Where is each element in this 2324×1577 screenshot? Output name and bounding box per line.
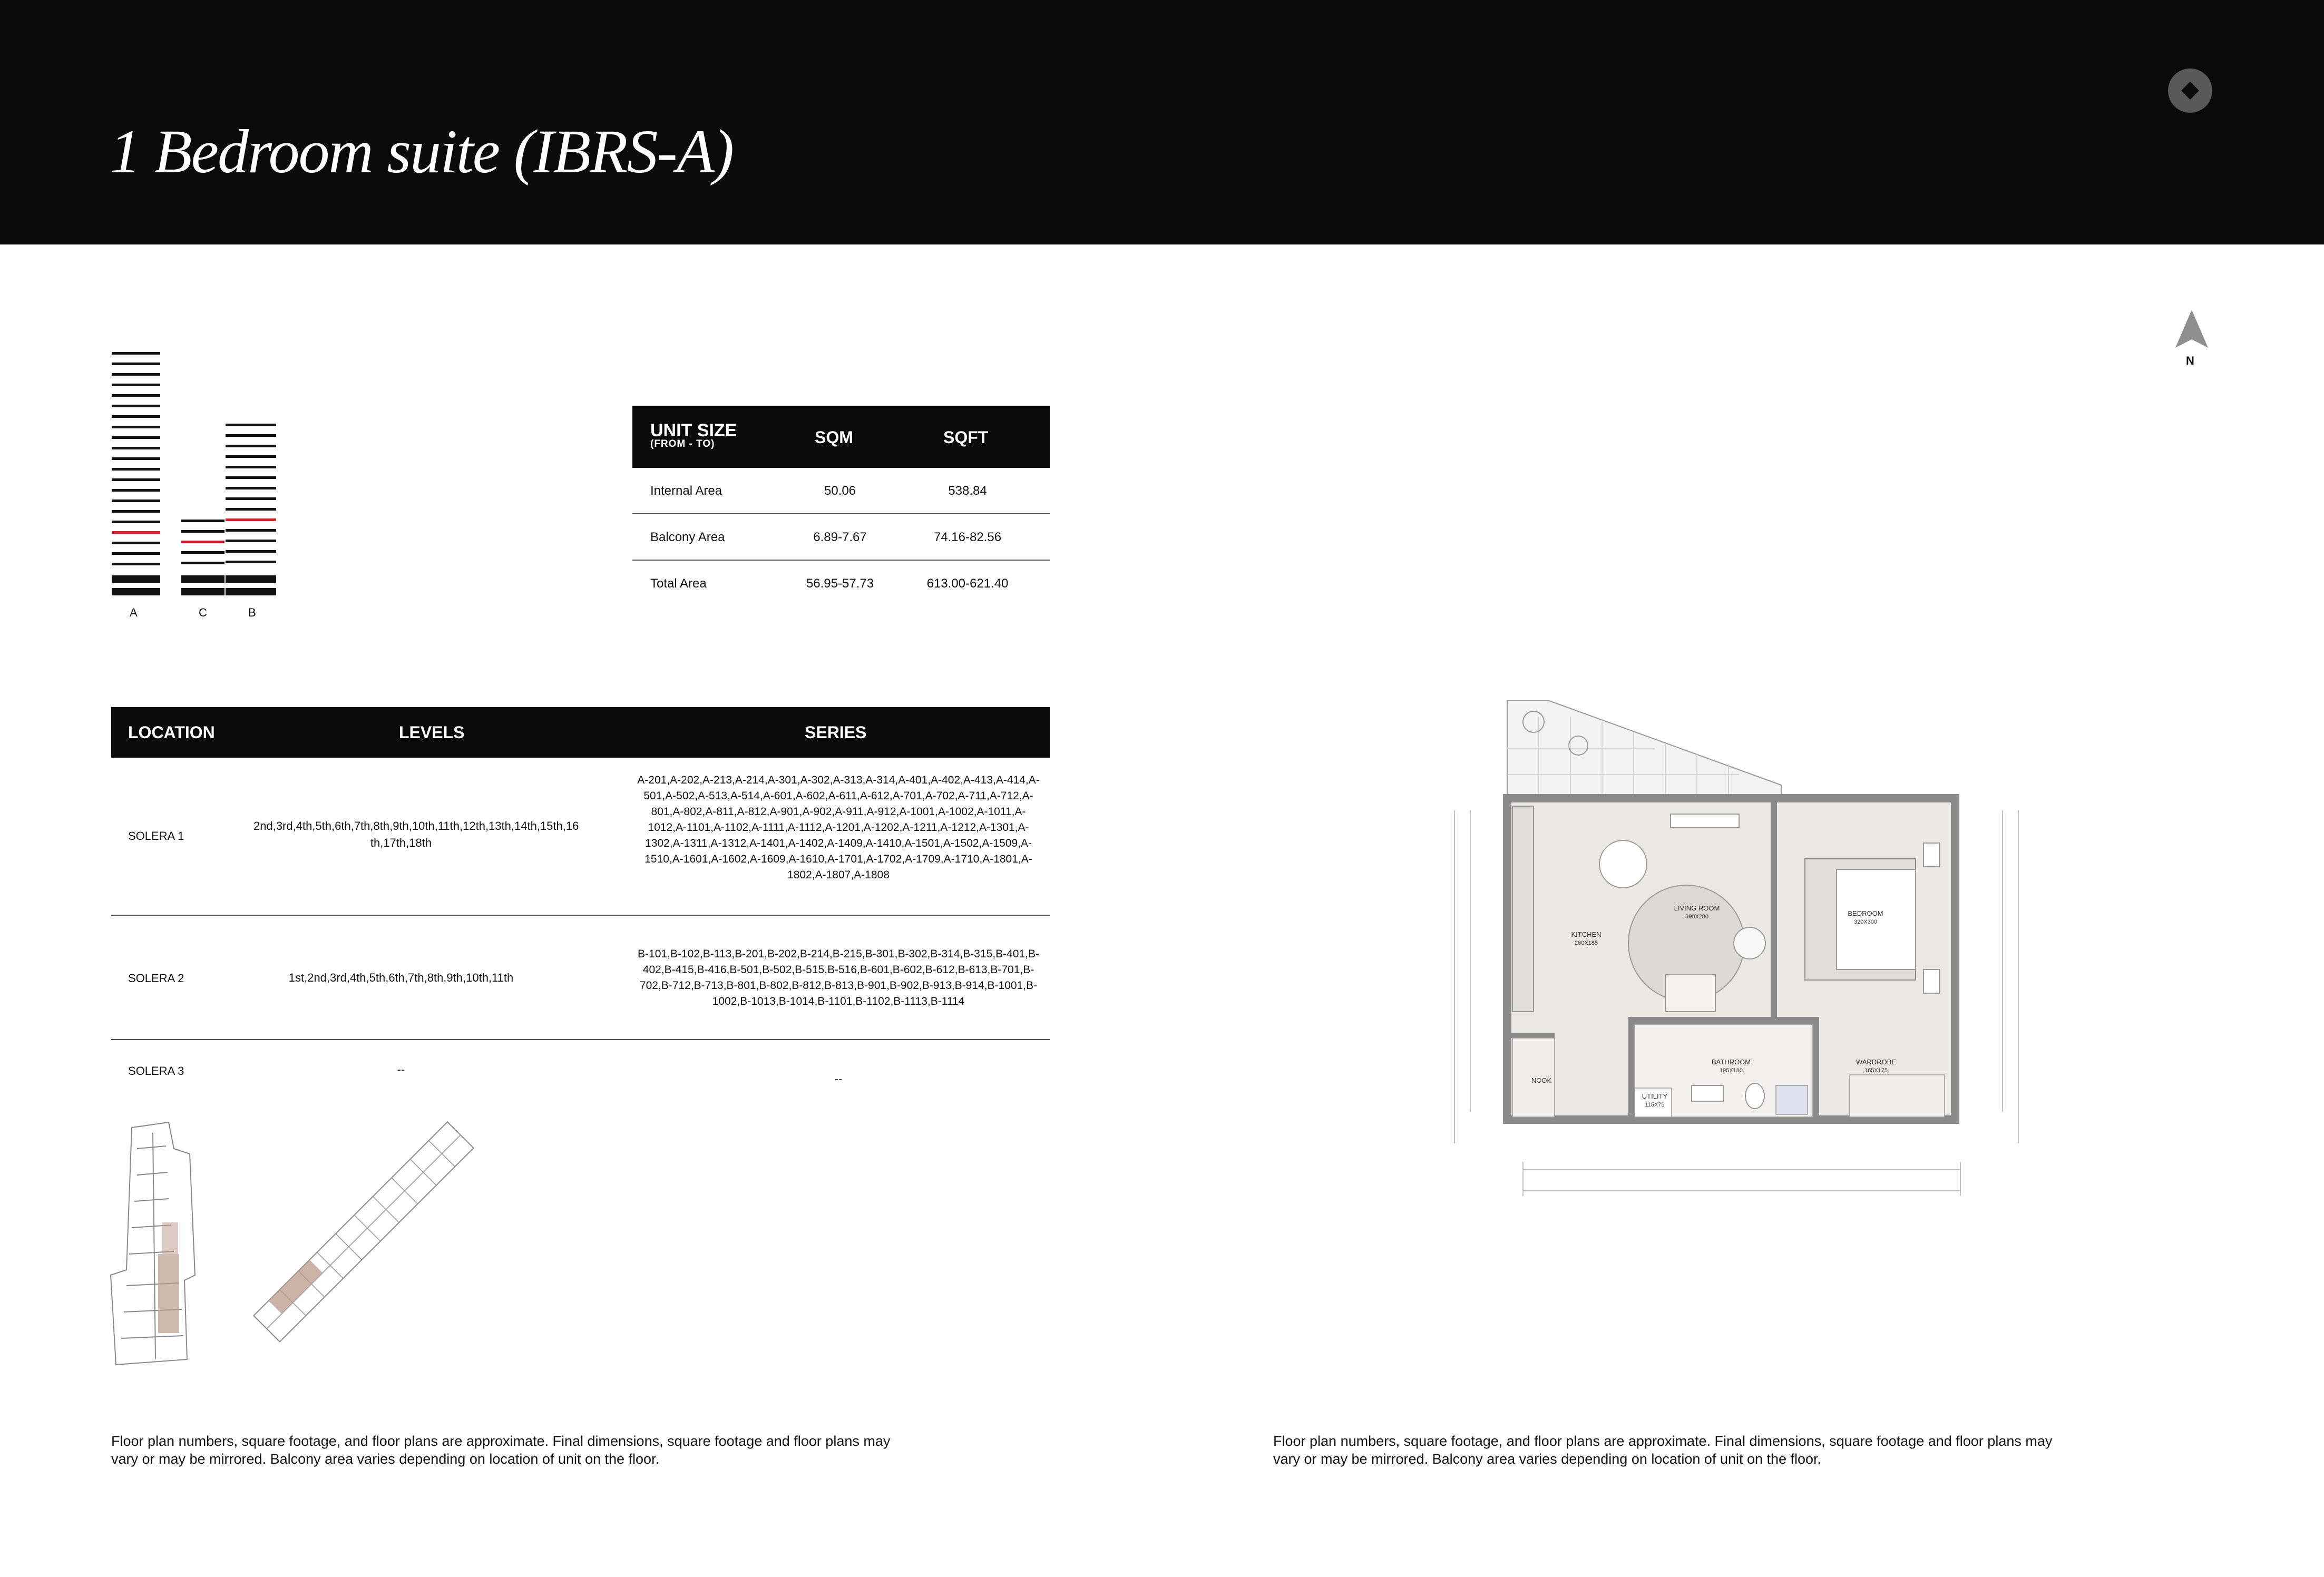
room-label: KITCHEN — [1571, 930, 1602, 938]
table-row — [632, 514, 1050, 561]
location-table-header — [111, 707, 1050, 758]
table-row — [111, 758, 1050, 916]
building-stack-diagram — [0, 0, 295, 632]
location-levels: 2nd,3rd,4th,5th,6th,7th,8th,9th,10th,11th,12th,13th,14th,15th,16 th,17th,18th — [253, 819, 579, 849]
location-table — [111, 707, 1050, 1098]
location-series: B-101,B-102,B-113,B-201,B-202,B-214,B-215,B-301,B-302,B-314,B-315,B-401,B-402,B-415,B-416,B-501,B-502,B-515,B-516,B-601,B-602,B-612,B-613,B-701,B-702,B-712,B-713,B-801,B-802,B-812,B-813,B-901,B-902,B-913,B-914,B-1001,B-1002,B-1013,B-1014,B-1101,B-1102,B-1113,B-1114 — [638, 948, 1039, 1007]
tower-a-podium-bar — [112, 575, 160, 583]
tower-a-floor-bar — [112, 373, 160, 376]
table-row — [111, 916, 1050, 1040]
tower-a-floor-bar — [112, 352, 160, 355]
tower-a-floor-bar — [112, 478, 160, 481]
tower-c-floor-bar — [181, 520, 224, 522]
tower-b-floor-bar — [226, 434, 276, 437]
tower-a-floor-bar — [112, 426, 160, 428]
room-dimensions: 165X175 — [1864, 1067, 1888, 1074]
room-dimensions: 115X75 — [1645, 1102, 1665, 1108]
location-levels: 1st,2nd,3rd,4th,5th,6th,7th,8th,9th,10th,11th — [288, 971, 514, 984]
area-sqm: 56.95-57.73 — [806, 576, 874, 591]
tower-a-floor-bar — [112, 563, 160, 565]
north-label: N — [2186, 354, 2194, 367]
tower-b-floor-bar — [226, 508, 276, 511]
tower-a-floor-bar — [112, 394, 160, 397]
tower-c-floor-bar — [181, 541, 224, 543]
tower-a-floor-bar — [112, 542, 160, 544]
area-sqft: 613.00-621.40 — [926, 576, 1009, 591]
room-dimensions: 195X180 — [1719, 1067, 1743, 1074]
tower-b-floor-bar — [226, 561, 276, 563]
tower-b-floor-bar — [226, 455, 276, 458]
tower-b-floor-bar — [226, 445, 276, 447]
unit-size-subheading: (FROM - TO) — [650, 438, 715, 449]
highlighted-unit-zone — [158, 1254, 179, 1333]
tower-a-floor-bar — [112, 468, 160, 471]
area-sqft: 74.16-82.56 — [933, 530, 1002, 544]
table-row — [632, 561, 1050, 606]
north-arrow-icon — [2173, 308, 2210, 350]
table-row — [111, 1040, 1050, 1098]
tower-b-floor-bar — [226, 529, 276, 532]
tower-c-podium-bar — [181, 575, 224, 583]
tower-label-b: B — [248, 606, 256, 619]
area-name: Balcony Area — [650, 530, 725, 544]
location-name: SOLERA 2 — [128, 972, 184, 985]
tower-b-floor-bar — [226, 487, 276, 489]
room-label: BEDROOM — [1848, 909, 1883, 917]
tower-b-floor-bar — [226, 550, 276, 553]
room-label: WARDROBE — [1856, 1058, 1897, 1066]
tower-c-floor-bar — [181, 530, 224, 533]
location-heading: LOCATION — [128, 723, 215, 742]
location-levels: -- — [397, 1063, 405, 1076]
area-sqm: 50.06 — [824, 484, 856, 498]
area-sqft: 538.84 — [948, 484, 987, 498]
tower-a-floor-bar — [112, 415, 160, 418]
tower-a-floor-bar — [112, 405, 160, 407]
tower-b-podium-bar — [226, 575, 276, 583]
tower-a-floor-bar — [112, 489, 160, 492]
disclaimer-right: Floor plan numbers, square footage, and floor plans are approximate. Final dimensions, square footage and floor plans may vary or may be mirrored. Balcony area varies depending on location of unit on the floor. — [1273, 1433, 2053, 1467]
tower-a-floor-bar — [112, 552, 160, 555]
unit-size-table — [632, 406, 1050, 606]
room-label: BATHROOM — [1711, 1058, 1751, 1066]
room-dimensions: 390X280 — [1685, 914, 1709, 920]
tower-c-floor-bar — [181, 551, 224, 554]
unit-size-heading: UNIT SIZE — [650, 420, 737, 440]
series-heading: SERIES — [805, 723, 867, 742]
area-name: Internal Area — [650, 484, 722, 498]
room-label: UTILITY — [1642, 1092, 1668, 1100]
location-name: SOLERA 1 — [128, 829, 184, 843]
tower-b-floor-bar — [226, 518, 276, 521]
page-title: 1 Bedroom suite (IBRS-A) — [110, 117, 733, 186]
room-dimensions: 320X300 — [1853, 919, 1878, 925]
tower-a-floor-bar — [112, 384, 160, 386]
sqft-heading: SQFT — [943, 428, 989, 447]
tower-b-podium-bar — [226, 588, 276, 595]
tower-c-floor-bar — [181, 562, 224, 564]
area-name: Total Area — [650, 576, 707, 591]
tower-c-podium-bar — [181, 588, 224, 595]
tower-a-floor-bar — [112, 499, 160, 502]
tower-a-floor-bar — [112, 531, 160, 534]
tower-b-floor-bar — [226, 497, 276, 500]
key-plan-solera-1 — [248, 1117, 480, 1354]
tower-b-floor-bar — [226, 424, 276, 426]
room-dimensions: 260X185 — [1574, 940, 1598, 946]
area-sqm: 6.89-7.67 — [813, 530, 867, 544]
room-label: NOOK — [1531, 1076, 1552, 1084]
key-plan-solera-2 — [105, 1117, 211, 1370]
tower-a-floor-bar — [112, 447, 160, 449]
tower-a-floor-bar — [112, 457, 160, 460]
unit-size-table-header: UNIT SIZE (FROM - TO) SQM SQFT — [632, 406, 1050, 468]
tower-a-floor-bar — [112, 436, 160, 439]
location-series: A-201,A-202,A-213,A-214,A-301,A-302,A-313,A-314,A-401,A-402,A-413,A-414,A-501,A-502,A-513,A-514,A-601,A-602,A-611,A-612,A-701,A-702,A-711,A-712,A-801,A-802,A-811,A-812,A-901,A-902,A-911,A-912,A-1001,A-1002,A-1011,A-1012,A-1101,A-1102,A-1111,A-1112,A-1201,A-1202,A-1211,A-1212,A-1301,A-1302,A-1311,A-1312,A-1401,A-1402,A-1409,A-1410,A-1501,A-1502,A-1509,A-1510,A-1601,A-1602,A-1609,A-1610,A-1701,A-1702,A-1709,A-1710,A-1801,A-1802,A-1807,A-1808 — [637, 774, 1040, 881]
tower-a-floor-bar — [112, 510, 160, 513]
floor-plan — [1444, 696, 2029, 1201]
location-name: SOLERA 3 — [128, 1064, 184, 1078]
tower-b-floor-bar — [226, 466, 276, 468]
tower-a-floor-bar — [112, 521, 160, 523]
diamond-badge-icon — [2168, 68, 2212, 113]
tower-b-floor-bar — [226, 476, 276, 479]
tower-label-c: C — [199, 606, 207, 619]
location-series: -- — [835, 1073, 842, 1085]
table-row — [632, 468, 1050, 514]
tower-label-a: A — [130, 606, 138, 619]
balcony — [1507, 701, 1781, 798]
tower-b-floor-bar — [226, 540, 276, 542]
disclaimer-left: Floor plan numbers, square footage, and floor plans are approximate. Final dimensions, square footage and floor plans may vary or may be mirrored. Balcony area varies depending on location of unit on the floor. — [111, 1433, 891, 1467]
room-label: LIVING ROOM — [1674, 904, 1720, 912]
tower-a-podium-bar — [112, 588, 160, 595]
levels-heading: LEVELS — [399, 723, 465, 742]
tower-a-floor-bar — [112, 363, 160, 365]
